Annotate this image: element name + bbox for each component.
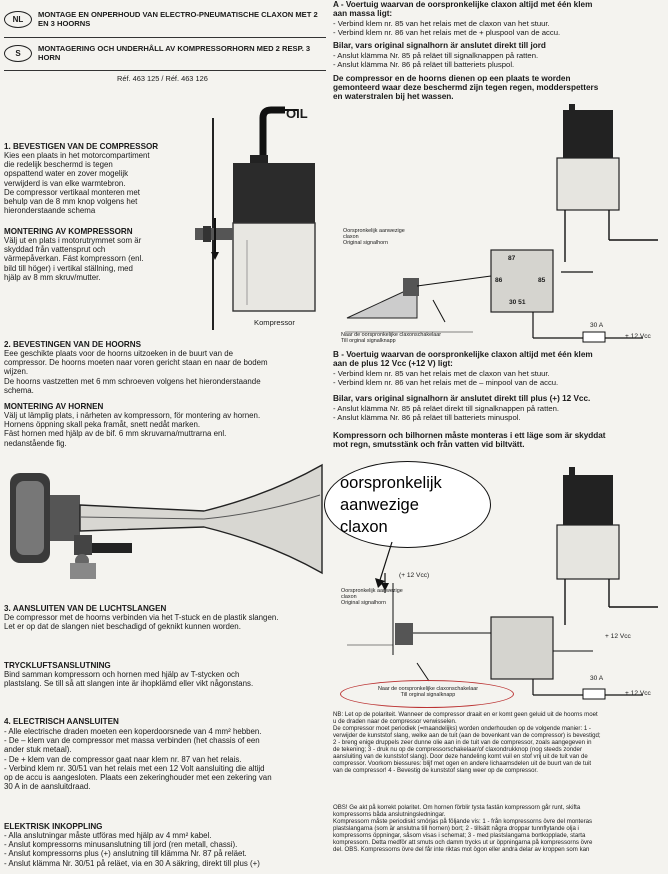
nl-title: MONTAGE EN ONPERHOUD VAN ELECTRO-PNEUMATISCHE CLAXON MET 2 EN 3 HOORNS — [38, 10, 318, 28]
header-divider — [4, 37, 326, 38]
diagram-a-orig-horn-label: Oorspronkelijk aanwezige claxon Original signalhorn — [343, 228, 405, 246]
diagram-b-vcc-right: + 12 Vcc — [605, 633, 631, 640]
case-b-s-title: Bilar, vars original signalhorn är anslutet direkt till plus (+) 12 Vcc. — [333, 394, 591, 403]
compressor-illustration — [185, 100, 330, 330]
section-2-title: 2. BEVESTINGEN VAN DE HOORNS — [4, 340, 142, 349]
section-1s-text: Välj ut en plats i motorutrymmet som är skyddad från vattensprut och värmepåverkan. Fäst kompressorn (enl. bild till höger) i vertikal ställning, med hjälp av 8 mm skruv/mutter. — [4, 236, 144, 282]
case-a-text: - Verbind klem nr. 85 van het relais met de claxon van het stuur. - Verbind klem nr. 86 van het relais met de + pluspool van de accu. — [333, 19, 561, 38]
case-a-title: A - Voertuig waarvan de oorspronkelijke claxon altijd met één klem aan massa ligt: — [333, 0, 593, 19]
relay-terminal-3051: 30 51 — [509, 299, 526, 306]
fuse-label: 30 A — [590, 322, 604, 329]
relay-terminal-86: 86 — [495, 277, 503, 284]
relay-terminal-85: 85 — [538, 277, 546, 284]
section-1s-title: MONTERING AV KOMPRESSORN — [4, 227, 133, 236]
section-3-text: De compressor met de hoorns verbinden via het T-stuck en de plastik slangen. Let er op dat de slangen niet beschadigd of geknikt kunnen worden. — [4, 613, 279, 632]
s-badge: S — [4, 45, 32, 62]
right-column — [333, 0, 668, 874]
section-1-text: Kies een plaats in het motorcompartiment die redelijk beschermd is tegen opspattend water en zover mogelijk verwijderd is van elke warmtebron. De compressor vertikaal monteren met behulp van de 8 mm knop volgens het hieronderstaande schema — [4, 151, 150, 216]
section-3s-text: Bind samman kompressorn och hornen med hjälp av T-stycken och plastslang. Se till så att slangen inte är ihopklämd eller vikt någonstans. — [4, 670, 254, 689]
oil-label: OIL — [286, 106, 308, 121]
reference-numbers: Réf. 463 125 / Réf. 463 126 — [117, 74, 208, 83]
case-b-s-text: - Anslut klämma Nr. 85 på reläet direkt till signalknappen på ratten. - Anslut klämma Nr. 86 på reläet till batteriets minuspol. — [333, 404, 560, 423]
case-b-title: B - Voertuig waarvan de oorspronkelijke claxon altijd met één klem aan de plus 12 Vcc (+12 V) ligt: — [333, 350, 593, 369]
case-a-s-text: - Anslut klämma Nr. 85 på reläet till signalknappen på ratten. - Anslut klämma Nr. 86 på reläet till batteriets pluspol. — [333, 51, 539, 70]
section-4-text: - Alle electrische draden moeten een koperdoorsnede van 4 mm² hebben. - De – klem van de compressor met massa verbinden (het chassis of een ander stuk metaal). - De + klem van de compressor gaat naar klem nr. 87 van het relais. - Verbind klem nr. 30/51 van het relais met een 12 Volt aansluiting die altijd op de accu is aangesloten. Plaats een zekeringhouder met een zekering van 30 A in de aansluitdraad. — [4, 727, 272, 792]
section-1-title: 1. BEVESTIGEN VAN DE COMPRESSOR — [4, 142, 159, 151]
section-2s-text: Välj ut lämplig plats, i närheten av kompressorn, för montering av hornen. Hornens öppning skall peka framåt, snett nedåt marken. Fäst hornen med hjälp av de bif. 6 mm skruvarna/muttrarna enl. nedanstående fig. — [4, 411, 261, 448]
case-b-text: - Verbind klem nr. 85 van het relais met de claxon van het stuur. - Verbind klem nr. 86 van het relais met de – minpool van de accu. — [333, 369, 559, 388]
section-2-text: Eee geschikte plaats voor de hoorns uitzoeken in de buurt van de compressor. De hoorns moeten naar voren gericht staan en naar de bodem wijzen. De hoorns vastzetten met 6 mm schroeven volgens het hieronderstaande schema. — [4, 349, 268, 395]
diagram-b-orig-horn-label: Oorspronkelijk aanwezige claxon Original signalhorn — [341, 588, 403, 606]
diagram-b-fuse: 30 A — [590, 675, 604, 682]
nl-badge: NL — [4, 11, 32, 28]
vcc-label: + 12 Vcc — [625, 333, 651, 340]
section-4-title: 4. ELECTRISCH AANSLUITEN — [4, 717, 119, 726]
diagram-a-switch-label: Naar de oorspronkelijke claxonschakelaar Till orginal signalknapp — [341, 332, 442, 344]
diagram-b-vcc-top: (+ 12 Vcc) — [399, 572, 430, 579]
section-4s-text: - Alla anslutningar måste utföras med hjälp av 4 mm² kabel. - Anslut kompressorns minusanslutning till jord (ren metall, chassi). - Anslut kompressorns plus (+) anslutning till klämma Nr. 87 på reläet. - Anslut klämma Nr. 30/51 på reläet, via en 30 A säkring, direkt till plus (+) — [4, 831, 260, 868]
relay-terminal-87: 87 — [508, 255, 516, 262]
wiring-diagram-a — [333, 100, 668, 352]
callout-arrow — [370, 540, 400, 590]
horn-illustration — [4, 455, 326, 605]
s-title: MONTAGERING OCH UNDERHÅLL AV KOMPRESSORHORN MED 2 RESP. 3 HORN — [38, 44, 311, 62]
left-column — [0, 0, 330, 874]
diagram-b-switch-label: Naar de oorspronkelijke claxonschakelaar Till orginal signalknapp — [377, 686, 479, 698]
diagram-b-vcc-bottom: + 12 Vcc — [625, 690, 651, 697]
case-b-note: Kompressorn och bilhornen måste monteras i ett läge som är skyddat mot regn, smutsstänk och från vatten vid biltvätt. — [333, 431, 606, 450]
section-3-title: 3. AANSLUITEN VAN DE LUCHTSLANGEN — [4, 604, 167, 613]
header-s — [4, 44, 328, 62]
header-nl — [4, 10, 328, 28]
case-a-s-title: Bilar, vars original signalhorn är anslutet direkt till jord — [333, 41, 546, 50]
obs-text: OBS! Ge akt på korrekt polaritet. Om hornen förblir tysta fastän kompressorn går runt, skifta kompressorns båda anslutningsledningar. Kompressorn måste periodiskt smörjas på följande vis: 1 - från kompressorns övre del monteras plastslangarna (som är anslutna till hornen) bort; 2 - tillsätt några droppar tunnflytande olja i kompressorns öppningar, såsom visas i schemat; 3 - med plastslangarna bortkopplade, starta kompressorn. Detta medför att smuts och damm trycks ut ur öppningarna på kompressorns övre del. OBS. Kompressorns övre del får inte riktas mot ögon eller andra delar av kroppen som kan — [333, 804, 593, 853]
callout-text: oorspronkelijk aanwezige claxon — [340, 474, 442, 536]
section-3s-title: TRYCKLUFTSANSLUTNING — [4, 661, 111, 670]
nb-text: NB: Let op de polariteit. Wanneer de compressor draait en er komt geen geluid uit de hoorns moet u de draden naar de compressor verwisselen. De compressor moet periodiek (=maandelijks) worden onderhouden op de volgende manier: 1 - verwijder de kunststof slang, welke aan de tuit (aan de bovenkant van de compressor) is bevestigd; 2 - breng enige druppels zeer dunne olie aan in de tuit van de compressor, zoals aangegeven in de tekening; 3 - druk nu op de compressorschakelaar/of claxondrukknop (nog steeds zonder aansluiting van de kunststof slang). Door deze handeling komt vuil en stof vrij uit de tuit van de compressor. Voorkom biessures: blijf met ogen en andere lichaamsdelen uit de buurt van de tuit van de compressor! 4 - Bevestig de kunststof slang weer op de compressor. — [333, 711, 601, 774]
case-a-note: De compressor en de hoorns dienen op een plaats te worden gemonteerd waar deze beschermd zijn tegen regen, modderspetters en waterstralen bij het wassen. — [333, 74, 599, 102]
section-2s-title: MONTERING AV HORNEN — [4, 402, 104, 411]
section-4s-title: ELEKTRISK INKOPPLING — [4, 822, 103, 831]
compressor-label: Kompressor — [254, 318, 295, 327]
header-divider-2 — [4, 70, 326, 71]
